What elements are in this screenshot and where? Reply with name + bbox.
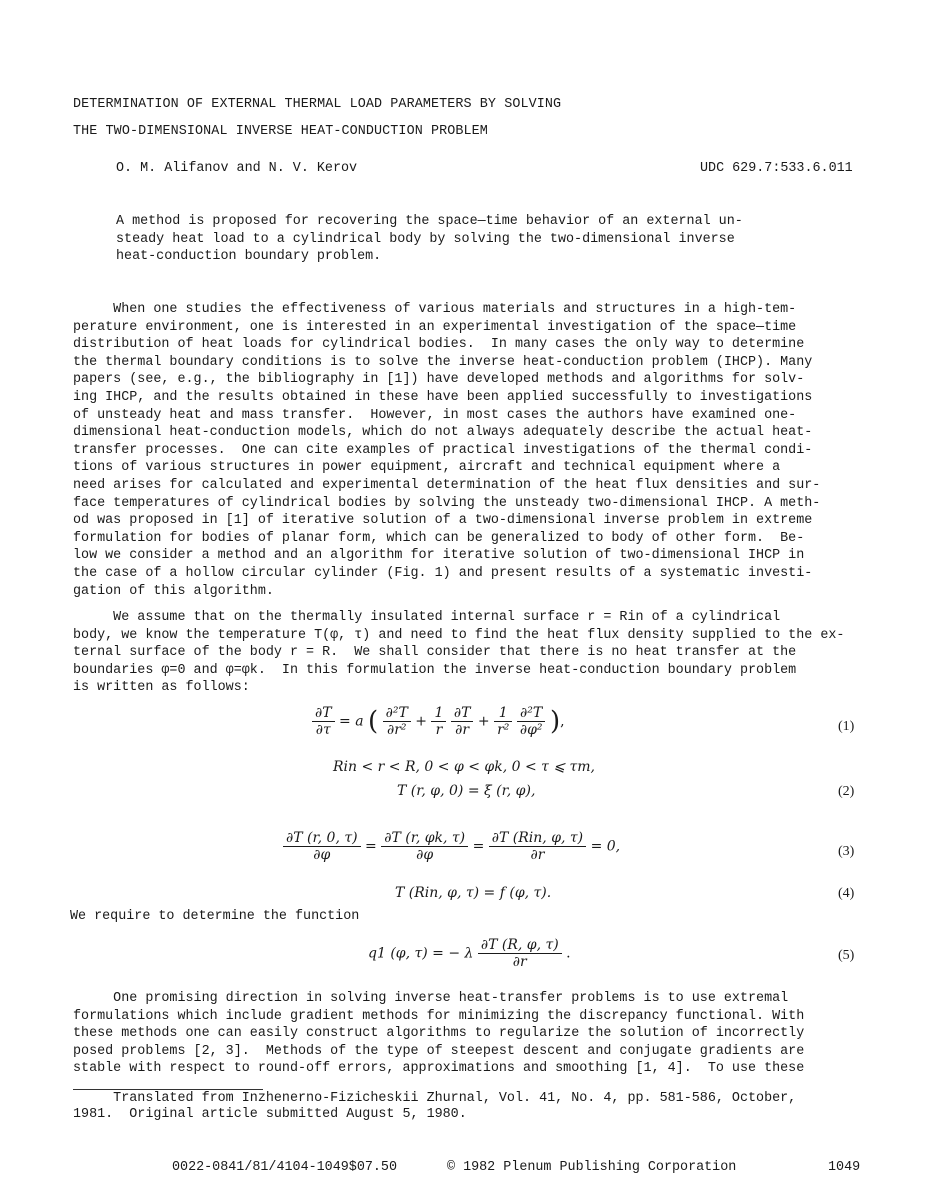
eq3-b-num: ∂T (r, φk, τ) bbox=[381, 830, 468, 847]
eq1-term4-num: 1 bbox=[494, 705, 512, 722]
eq1-term2-den: r bbox=[435, 722, 443, 738]
eq1-equals-a: = a bbox=[339, 713, 364, 730]
eq1-term3-num: ∂T bbox=[451, 705, 474, 722]
title-line-2: THE TWO-DIMENSIONAL INVERSE HEAT-CONDUCTION PROBLEM bbox=[73, 124, 488, 139]
text-line: We assume that on the thermally insulated internal surface r = Rin of a cylindrical bbox=[73, 610, 781, 625]
text-line: od was proposed in [1] of iterative solution of a two-dimensional inverse problem in extreme bbox=[73, 513, 813, 529]
eq5-den: ∂r bbox=[512, 954, 527, 970]
eq3-a-num: ∂T (r, 0, τ) bbox=[283, 830, 361, 847]
eq-number-3: (3) bbox=[838, 844, 855, 859]
authors: O. M. Alifanov and N. V. Kerov bbox=[116, 161, 358, 176]
text-line: ternal surface of the body r = R. We shall consider that there is no heat transfer at the bbox=[73, 645, 797, 661]
abstract-line: A method is proposed for recovering the space—time behavior of an external un- bbox=[116, 214, 743, 229]
footnote-rule bbox=[73, 1089, 263, 1090]
text-line: tions of various structures in power equipment, aircraft and technical equipment where a bbox=[73, 460, 781, 476]
eq3-c-num: ∂T (Rin, φ, τ) bbox=[489, 830, 586, 847]
eq1-term1-den: ∂r² bbox=[386, 722, 407, 738]
text-line: the thermal boundary conditions is to solve the inverse heat-conduction problem (IHCP). Many bbox=[73, 354, 813, 370]
abstract-line: heat-conduction boundary problem. bbox=[116, 249, 382, 265]
eq1-term1-num: ∂²T bbox=[383, 705, 411, 722]
text-line: formulations which include gradient methods for minimizing the discrepancy functional. With bbox=[73, 1008, 805, 1024]
text-line: posed problems [2, 3]. Methods of the type of steepest descent and conjugate gradients are bbox=[73, 1043, 805, 1059]
page-number: 1049 bbox=[828, 1160, 861, 1175]
text-line: the case of a hollow circular cylinder (Fig. 1) and present results of a systematic investi- bbox=[73, 565, 813, 581]
text-line: distribution of heat loads for cylindrical bodies. In many cases the only way to determine bbox=[73, 337, 805, 353]
eq1-lhs-num: ∂T bbox=[312, 705, 335, 722]
eq1-lhs-den: ∂τ bbox=[315, 722, 331, 738]
equation-1-domain: Rin < r < R, 0 < φ < φk, 0 < τ ⩽ τm, bbox=[333, 759, 595, 775]
eq5-num: ∂T (R, φ, τ) bbox=[478, 937, 562, 954]
eq3-a-den: ∂φ bbox=[313, 847, 331, 863]
footnote bbox=[73, 1091, 796, 1123]
text-line: low we consider a method and an algorithm for iterative solution of two-dimensional IHCP in bbox=[73, 548, 805, 564]
equation-4: T (Rin, φ, τ) = f (φ, τ). bbox=[395, 885, 552, 901]
eq1-term5-den: ∂φ² bbox=[519, 722, 543, 738]
text-line: boundaries φ=0 and φ=φk. In this formulation the inverse heat-conduction boundary problem bbox=[73, 662, 797, 678]
text-line: When one studies the effectiveness of various materials and structures in a high-tem- bbox=[73, 302, 797, 317]
text-line: perature environment, one is interested in an experimental investigation of the space—time bbox=[73, 319, 797, 335]
footer-copyright: © 1982 Plenum Publishing Corporation bbox=[447, 1160, 737, 1175]
udc-code: UDC 629.7:533.6.011 bbox=[700, 161, 853, 176]
eq1-term3-den: ∂r bbox=[455, 722, 470, 738]
eq1-term5-num: ∂²T bbox=[517, 705, 546, 722]
eq5-lhs: q1 (φ, τ) = − λ bbox=[368, 945, 474, 962]
title-line-1: DETERMINATION OF EXTERNAL THERMAL LOAD PARAMETERS BY SOLVING bbox=[73, 97, 562, 112]
eq1-term2-num: 1 bbox=[431, 705, 446, 722]
eq3-b-den: ∂φ bbox=[416, 847, 434, 863]
equation-5: q1 (φ, τ) = − λ $\frac{\partial T (R, \varphi, \tau)}{\partial r}$ . bbox=[368, 937, 571, 970]
text-line: gation of this algorithm. bbox=[73, 583, 274, 599]
eq-number-5: (5) bbox=[838, 948, 855, 963]
text-line: of unsteady heat and mass transfer. However, in most cases the authors have examined one- bbox=[73, 407, 797, 423]
text-line: dimensional heat-conduction models, which do not always adequately describe the actual heat- bbox=[73, 425, 813, 441]
body-paragraph-1 bbox=[73, 301, 863, 600]
eq-number-4: (4) bbox=[838, 886, 855, 901]
eq-number-1: (1) bbox=[838, 719, 855, 734]
text-line: ing IHCP, and the results obtained in these have been applied successfully to investigations bbox=[73, 389, 813, 405]
require-line: We require to determine the function bbox=[70, 909, 360, 924]
body-paragraph-3 bbox=[73, 990, 863, 1078]
abstract-line: steady heat load to a cylindrical body by solving the two-dimensional inverse bbox=[116, 231, 735, 247]
equation-3: $\frac{\partial T (r, 0, \tau)}{\partial\varphi}$ = $\frac{\partial T (r, \varphi k, \tau)}{\partial\varphi}$ = $\frac{\text{∂T (Rin, φ, τ)}}{\partial r}$ = 0, bbox=[283, 830, 620, 863]
eq3-c-den: ∂r bbox=[530, 847, 545, 863]
eq1-term4-den: r² bbox=[497, 722, 510, 738]
text-line: stable with respect to round-off errors, approximations and smoothing [1, 4]. To use these bbox=[73, 1061, 805, 1077]
abstract bbox=[116, 213, 816, 266]
body-paragraph-2 bbox=[73, 609, 863, 697]
text-line: is written as follows: bbox=[73, 680, 250, 696]
text-line: face temperatures of cylindrical bodies by solving the unsteady two-dimensional IHCP. A meth- bbox=[73, 495, 821, 511]
footer-code: 0022-0841/81/4104-1049$07.50 bbox=[172, 1160, 397, 1175]
text-line: transfer processes. One can cite examples of practical investigations of the thermal condi- bbox=[73, 442, 813, 458]
footnote-line: Translated from Inzhenerno-Fizicheskii Zhurnal, Vol. 41, No. 4, pp. 581-586, October, bbox=[73, 1091, 797, 1106]
text-line: One promising direction in solving inverse heat-transfer problems is to use extremal bbox=[73, 991, 789, 1006]
eq3-tail: = 0, bbox=[590, 838, 621, 855]
text-line: papers (see, e.g., the bibliography in [1]) have developed methods and algorithms for solv- bbox=[73, 372, 805, 388]
text-line: body, we know the temperature T(φ, τ) and need to find the heat flux density supplied to the ex- bbox=[73, 627, 845, 643]
equation-2: T (r, φ, 0) = ξ (r, φ), bbox=[397, 783, 536, 799]
text-line: formulation for bodies of planar form, which can be generalized to body of other form. Be- bbox=[73, 530, 805, 546]
eq-number-2: (2) bbox=[838, 784, 855, 799]
footnote-line: 1981. Original article submitted August 5, 1980. bbox=[73, 1107, 467, 1122]
text-line: need arises for calculated and experimental determination of the heat flux densities and sur- bbox=[73, 477, 821, 493]
equation-1: $\frac{\partial T}{\partial\tau}$ = a ( $\frac{\text{∂²T}}{\text{∂r²}}$ + $\frac{1}{r}$ $\frac{\partial T}{\partial r}$ + $\frac{1}{\text{r²}}$ $\frac{\text{∂²T}}{\text{∂φ²}}$ ), bbox=[312, 705, 565, 738]
text-line: these methods one can easily construct algorithms to regularize the solution of incorrectly bbox=[73, 1026, 805, 1042]
